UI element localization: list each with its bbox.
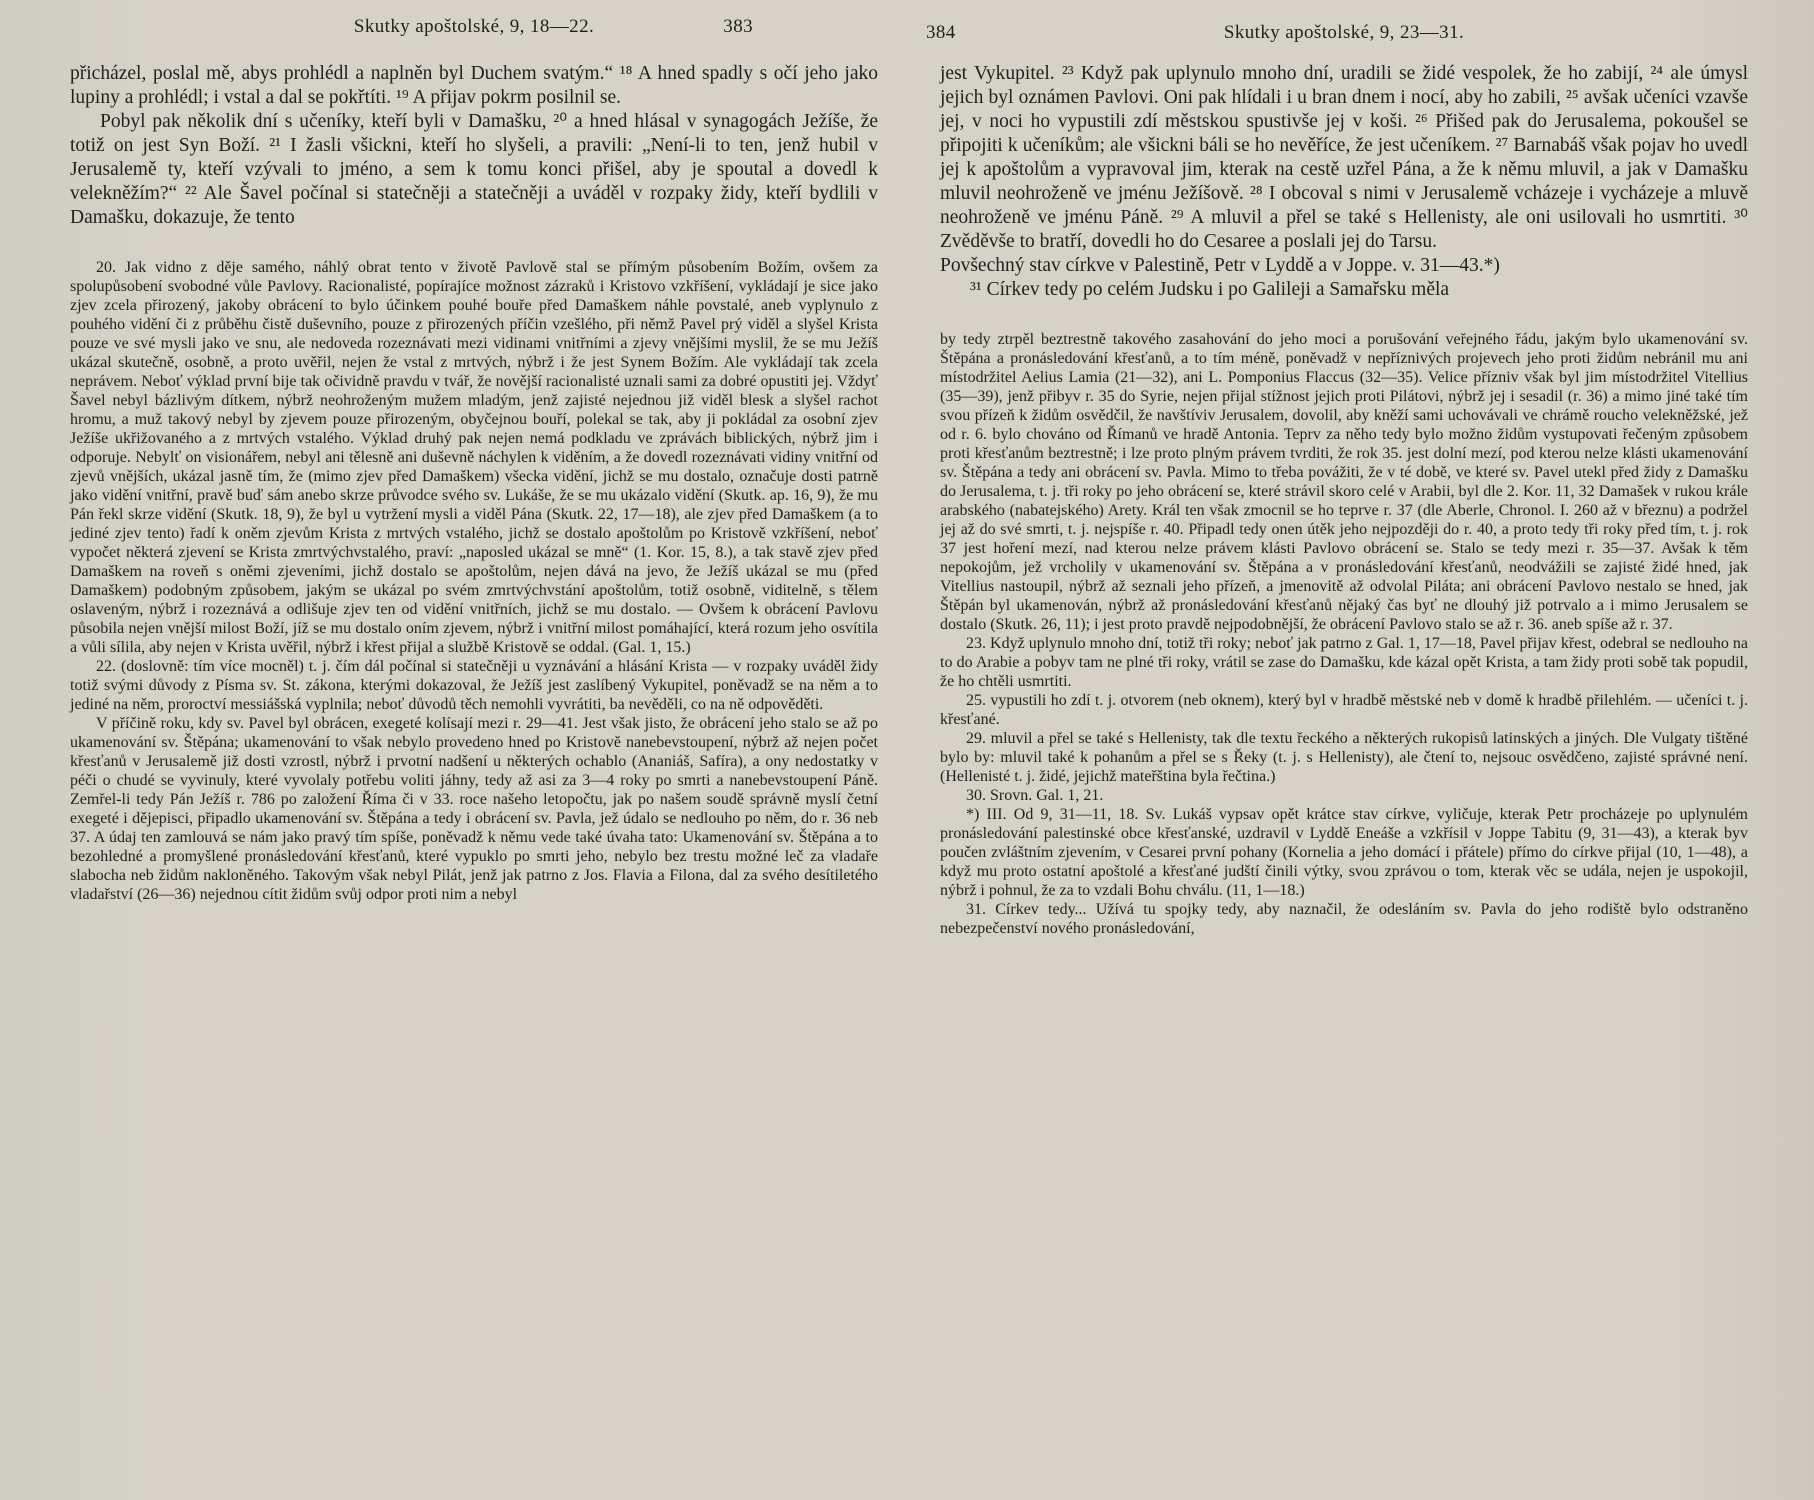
footnote-paragraph: 23. Když uplynulo mnoho dní, totiž tři roky; neboť jak patrno z Gal. 1, 17—18, Pavel přijav křest, odebral se nedlouho na to do Arabie a pobyv tam ne plné tři roky, vrátil se zase do Damašku, kde kázal opět Krista, a tam židy proti sobě tak popudil, že ho chtěli usmrtiti. xyxy=(940,635,1748,690)
footnote-paragraph: 29. mluvil a přel se také s Hellenisty, tak dle textu řeckého a některých rukopisů latinských a jiných. Dle Vulgaty tištěné bylo by: mluvil také k pohanům a přel se s Řeky (t. j. s Hellenisty), ale čtení to, nejsouc osvědčeno, zajisté správné není. (Hellenisté t. j. židé, jejichž mateřština byla řečtina.) xyxy=(940,730,1748,785)
commentary-notes-left xyxy=(70,258,878,904)
verse-paragraph: ³¹ Církev tedy po celém Judsku i po Galileji a Samařsku měla xyxy=(970,279,1450,300)
footnote-paragraph: 22. (doslovně: tím více mocněl) t. j. čím dál počínal si statečněji u vyznávání a hlásání Krista — v rozpaky uváděl židy totiž svými důvody z Písma sv. St. zákona, kterými dokazoval, že Ježíš jest zaslíbený Vykupitel, poněvadž se na něm a to jediné na něm, proroctví messiášská vyplnila; neboť důvodů těch nemohli vyvrátiti, ba nevěděli, co na ně odpověděti. xyxy=(70,658,878,713)
running-title-right: Skutky apoštolské, 9, 23—31. xyxy=(1223,22,1465,43)
scripture-text-right xyxy=(940,62,1748,302)
verse-paragraph: Pobyl pak několik dní s učeníky, kteří byli v Damašku, ²⁰ a hned hlásal v synagogách Ježíše, že totiž on jest Syn Boží. ²¹ I žasli všickni, kteří ho slyšeli, a pravili: „Není-li to ten, jenž hubil v Jerusalemě ty, kteří vzývali to jméno, a sem k tomu konci přišel, aby je spoutal a dovedl k velekněžím?“ ²² Ale Šavel počínal si statečněji a statečněji a uváděl v rozpaky židy, kteří bydlili v Damašku, dokazuje, že tento xyxy=(70,111,878,228)
verse-paragraph: přicházel, poslal mě, abys prohlédl a naplněn byl Duchem svatým.“ ¹⁸ A hned spadly s očí jeho jako lupiny a prohlédl; i vstal a dal se pokřtíti. ¹⁹ A přijav pokrm posilnil se. xyxy=(70,63,878,108)
scripture-text-left xyxy=(70,62,878,230)
footnote-paragraph: *) III. Od 9, 31—11, 18. Sv. Lukáš vypsav opět krátce stav církve, vyličuje, kterak Petr procházeje po uplynulém pronásledování palestinské obce křesťanské, uzdravil v Lyddě Eneáše a vzkřísil v Joppe Tabitu (9, 31—43), a kterak byv poučen zvláštním zjevením, v Cesarei první pohany (Kornelia a jeho domácí i přátele) přímo do církve přijal (10, 1—48), a když mu proto ostatní apoštolé a křesťané judští činili výtky, svou zprávou o tom, kterak věc se udála, nejen je uspokojil, nýbrž i pohnul, že za to vzdali Bohu chválu. (11, 1—18.) xyxy=(940,806,1748,899)
footnote-paragraph: 31. Církev tedy... Užívá tu spojky tedy, aby naznačil, že odesláním sv. Pavla do jeho rodiště bylo odstraněno nebezpečenství nového pronásledování, xyxy=(940,901,1748,937)
footnote-paragraph: V příčině roku, kdy sv. Pavel byl obrácen, exegeté kolísají mezi r. 29—41. Jest však jisto, že obrácení jeho stalo se až po ukamenování sv. Štěpána; ukamenování to však nebylo provedeno hned po Kristově nanebevstoupení, nýbrž až nejen počet křesťanů v Jerusalemě již dosti vzrostl, nýbrž i prvotní nadšení u některých ochablo (Ananiáš, Safíra), a ony nedostatky v péči o chudé se vyvinuly, které vyvolaly potřebu voliti jáhny, tedy až asi za 3—4 roky po smrti a nanebevstoupení Páně. Zemřel-li tedy Pán Ježíš r. 786 po založení Říma či v 33. roce našeho letopočtu, jak po našem soudě správně myslí četní exegeté i dějepisci, připadlo ukamenování sv. Štěpána a tedy i obrácení sv. Pavla, jež údalo se nedlouho po něm, do r. 36 neb 37. A údaj ten zamlouvá se nám jako pravý tím spíše, poněvadž k němu vede také úvaha tato: Ukamenování sv. Štěpána a to bezohledné a promyšlené pronásledování křesťanů, které vypuklo po smrti jeho, nebylo bez trestu možné leč za vladaře slabocha neb židům nakloněného. Takovým však nebyl Pilát, jenž jak patrno z Jos. Flavia a Filona, dal za svého desítiletého vladařství (26—36) nejednou cítit židům svůj odpor proti nim a nebyl xyxy=(70,715,878,903)
running-title-left: Skutky apoštolské, 9, 18—22. xyxy=(353,16,595,37)
page-number-right: 384 xyxy=(926,22,956,43)
page-header-right xyxy=(926,16,1748,46)
commentary-notes-right xyxy=(940,330,1748,938)
footnote-paragraph: 25. vypustili ho zdí t. j. otvorem (neb oknem), který byl v hradbě městské neb v domě k hradbě přilehlém. — učeníci t. j. křesťané. xyxy=(940,692,1748,728)
section-heading: Povšechný stav církve v Palestině, Petr v Lyddě a v Joppe. v. 31—43.*) xyxy=(940,255,1500,276)
footnote-paragraph: by tedy ztrpěl beztrestně takového zasahování do jeho moci a porušování veřejného řádu, jakým bylo ukamenování sv. Štěpána a pronásledování křesťanů, a to tím méně, poněvadž v nepříznivých projevech jeho proti židům nebránil mu ani místodržitel Aelius Lamia (21—32), ani L. Pomponius Flaccus (32—35). Velice přízniv však byl jim místodržitel Vitellius (35—39), jenž přibyv r. 35 do Syrie, nejen přijal stížnost jejich proti Pilátovi, nýbrž jej i sesadil (r. 36) a mimo jiné také tím svou přízeň k židům osvědčil, že navštíviv Jerusalem, dovolil, aby kněží sami uchovávali ve chrámě roucho velekněžské, jež od r. 6. bylo chováno od Římanů ve hradě Antonia. Teprv za něho tedy bylo možno židům vystupovati řečeným způsobem proti křesťanům beztrestně; i lze proto plným právem tvrditi, že rok 35. jest dolní mezí, pod kterou nelze klásti ukamenování sv. Štěpána a tedy ani obrácení sv. Pavla. Mimo to třeba povážiti, že v té době, ve které sv. Pavel utekl před židy z Damašku do Jerusalema, t. j. tři roky po jeho obrácení se, které strávil skoro celé v Arabii, byl dle 2. Kor. 11, 32 Damašek v rukou krále arabského (nabatejského) Arety. Král ten však zmocnil se ho teprve r. 37 (dle Aberle, Chronol. I. 260 až v březnu) a podržel jej až do své smrti, t. j. nejspíše r. 40. Připadl tedy onen útěk jeho nejpozději do r. 40, a proto tedy tři roky před tím, t. j. rok 37 jest hoření mezí, nad kterou nelze právem klásti Pavlovo obrácení se. Stalo se tedy mezi r. 35—37. Avšak k těm nepokojům, jež vrcholily v ukamenování sv. Štěpána a v pronásledování křesťanů, neodvážili se zajisté židé hned, jak Vitellius nastoupil, nýbrž až seznali jeho přízeň, a jmenovitě až odvolal Piláta; ani obrácení Pavlovo nestalo se hned, jak Štěpán byl ukamenován, nýbrž až pronásledování křesťanů nějaký čas byť ne dlouhý již potrvalo a i mimo Jerusalem se dostalo (Skutk. 26, 11); i jest proto pravdě nejpodobnější, že obrácení Pavlovo stalo se až r. 36. aneb spíše až r. 37. xyxy=(940,331,1748,633)
page-number-left: 383 xyxy=(723,16,753,37)
footnote-paragraph: 30. Srovn. Gal. 1, 21. xyxy=(966,787,1104,804)
footnote-paragraph: 20. Jak vidno z děje samého, náhlý obrat tento v životě Pavlově stal se přímým působením Božím, ovšem za spolupůsobení svobodné vůle Pavlovy. Racionalisté, popírajíce možnost zázraků i Kristovo vzkříšení, vykládají je sice jako zjev zcela přirozený, jakoby obrácení to bylo účinkem pouhé bouře před Damaškem náhle povstalé, aneb vyplynulo z pouhého vidění či z průběhu čistě duševního, pouze z přirozených příčin vzešlého, při němž Pavel prý viděl a slyšel Krista pouze ve své mysli jako ve snu, ale nedoveda rozeznávati mezi vidinami vnitřními a zjevy vnějšími myslil, že se mu Ježíš ukázal skutečně, osobně, a proto uvěřil, nejen že vstal z mrtvých, nýbrž i že jest Synem Božím. Ale vykládají tak zcela neprávem. Neboť výklad první bije tak očividně pravdu v tvář, že novější racionalisté uznali sami za dobré opustiti jej. Vždyť Šavel nebyl bázlivým dítkem, nýbrž neohroženým mužem mladým, jenž zajisté nejednou již viděl blesk a slyšel rachot hromu, a muž takový nebyl by zjevem pouze přirozeným, obyčejnou bouří, polekal se tak, aby ji pokládal za osobní zjev Ježíše ukřižovaného a z mrtvých vstalého. Výklad druhý pak nejen nemá podkladu ve zprávách biblických, nýbrž jim i odporuje. Nebylť on visionářem, nebyl ani tělesně ani duševně náchylen k viděním, a že dovedl rozeznávati vidiny vnitřní od zjevů vnějších, ukázal jasně tím, že (mimo zjev před Damaškem) všecka vidění, jichž se mu dostalo, označuje dosti patrně jako vidění vnitřní, pravě buď sám anebo skrze průvodce svého sv. Lukáše, že se mu ukázalo vidění (Skutk. ap. 16, 9), že mu Pán řekl skrze vidění (Skutk. 18, 9), že byl u vytržení mysli a viděl Pána (Skutk. 22, 17—18), ale zjev před Damaškem (a to jediné zjev tento) řadí k oněm zjevům Krista z mrtvých vstalého, jichž se dostalo apoštolům po Kristově vzkříšení, neboť vypočet některá zjevení se Krista zmrtvýchvstalého, praví: „naposled ukázal se mně“ (1. Kor. 15, 8.), a tak stavě zjev před Damaškem na roveň s oněmi zjeveními, jichž dostalo se apoštolům, nejen dává na jevo, že Ježíš ukázal se mu (před Damaškem) podobným způsobem, jakým se ukázal po svém zmrtvýchvstání apoštolům, totiž osobně, viditelně, s tělem oslaveným, nýbrž i rozeznává a odlišuje zjev ten od vidění vnitřních, jichž se mu dostalo. — Ovšem k obrácení Pavlovu působila nejen vnější milost Boží, jíž se mu dostalo oním zjevem, nýbrž i vnitřní milost pomáhající, která rozum jeho osvítila a vůli sílila, aby nejen v Krista uvěřil, nýbrž i křest přijal a službě Kristově se oddal. (Gal. 1, 15.) xyxy=(70,259,878,656)
page-right xyxy=(926,16,1748,1492)
page-header-left xyxy=(70,16,878,46)
verse-paragraph: jest Vykupitel. ²³ Když pak uplynulo mnoho dní, uradili se židé vespolek, že ho zabijí, ²⁴ ale úmysl jejich byl oznámen Pavlovi. Oni pak hlídali i u bran dnem i nocí, aby ho zabili, ²⁵ avšak učeníci vzavše jej, v noci ho vypustili zdí městskou spustivše jej v koši. ²⁶ Přišed pak do Jerusalema, pokoušel se připojiti k učeníkům; ale všickni báli se ho nevěříce, že jest učeníkem. ²⁷ Barnabáš však pojav ho uvedl jej k apoštolům a vypravoval jim, kterak na cestě uzřel Pána, a že k němu mluvil, a jak v Damašku mluvil neohroženě ve jménu Ježíšově. ²⁸ I obcoval s nimi v Jerusalemě vcházeje i vycházeje a mluvě neohroženě ve jménu Páně. ²⁹ A mluvil a přel se také s Hellenisty, ale oni usilovali ho usmrtiti. ³⁰ Zvěděvše to bratří, dovedli ho do Cesaree a poslali jej do Tarsu. xyxy=(940,63,1748,252)
page-left xyxy=(70,16,878,1492)
